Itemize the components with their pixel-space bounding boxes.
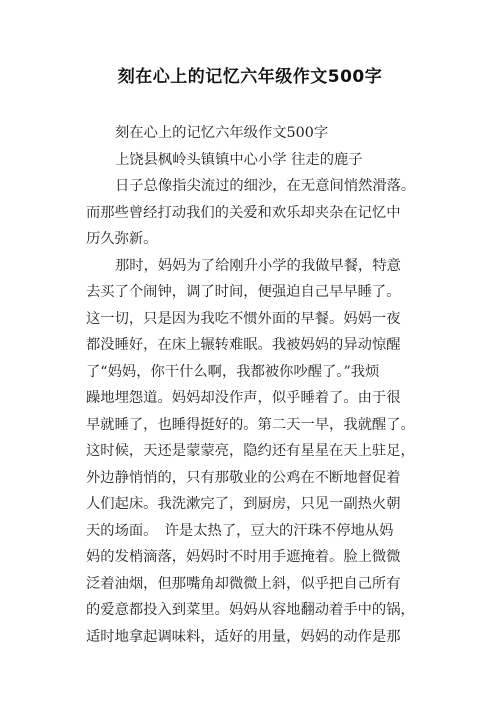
text-line: 这一切，只是因为我吃不惯外面的早餐。妈妈一夜 xyxy=(86,310,401,327)
text-line: 都没睡好，在床上辗转难眠。我被妈妈的异动惊醒 xyxy=(86,337,401,353)
text-line: 那时，妈妈为了给刚升小学的我做早餐，特意 xyxy=(115,257,401,274)
essay-body xyxy=(86,120,434,650)
text-line: 妈的发梢滴落，妈妈时不时用手遮掩着。脸上微微 xyxy=(86,549,401,565)
text-line: 日子总像指尖流过的细沙，在无意间悄然滑落。 xyxy=(115,178,416,194)
text-line: 人们起床。我洗漱完了，到厨房，只见一副热火朝 xyxy=(86,496,401,512)
text-line: 早就睡了，也睡得挺好的。第二天一早，我就醒了。 xyxy=(86,416,415,433)
text-line: 适时地拿起调味料，适好的用量，妈妈的动作是那 xyxy=(86,628,401,645)
text-line: 泛着油烟，但那嘴角却微微上斜，似乎把自己所有 xyxy=(86,575,401,592)
text-line: 这时候，天还是蒙蒙亮，隐约还有星星在天上驻足， xyxy=(86,443,415,459)
text-line: 而那些曾经打动我们的关爱和欢乐却夹杂在记忆中 xyxy=(86,204,401,221)
text-line: 历久弥新。 xyxy=(86,231,158,247)
text-line: 了“妈妈，你干什么啊，我都被你吵醒了。”我烦 xyxy=(86,363,380,380)
text-line: 外边静悄悄的，只有那敬业的公鸡在不断地督促着 xyxy=(86,469,401,486)
text-line: 刻在心上的记忆六年级作文500字 xyxy=(115,125,329,141)
page-title: 刻在心上的记忆六年级作文500字 xyxy=(117,67,383,87)
text-line: 去买了个闹钟，调了时间，便强迫自己早早睡了。 xyxy=(86,284,401,300)
text-line: 天的场面。 许是太热了，豆大的汗珠不停地从妈 xyxy=(86,522,394,539)
text-line: 躁地埋怨道。妈妈却没作声，似乎睡着了。由于很 xyxy=(86,390,401,406)
text-line: 的爱意都投入到菜里。妈妈从容地翻动着手中的锅， xyxy=(86,602,415,618)
text-line: 上饶县枫岭头镇镇中心小学 往走的鹿子 xyxy=(115,151,363,168)
